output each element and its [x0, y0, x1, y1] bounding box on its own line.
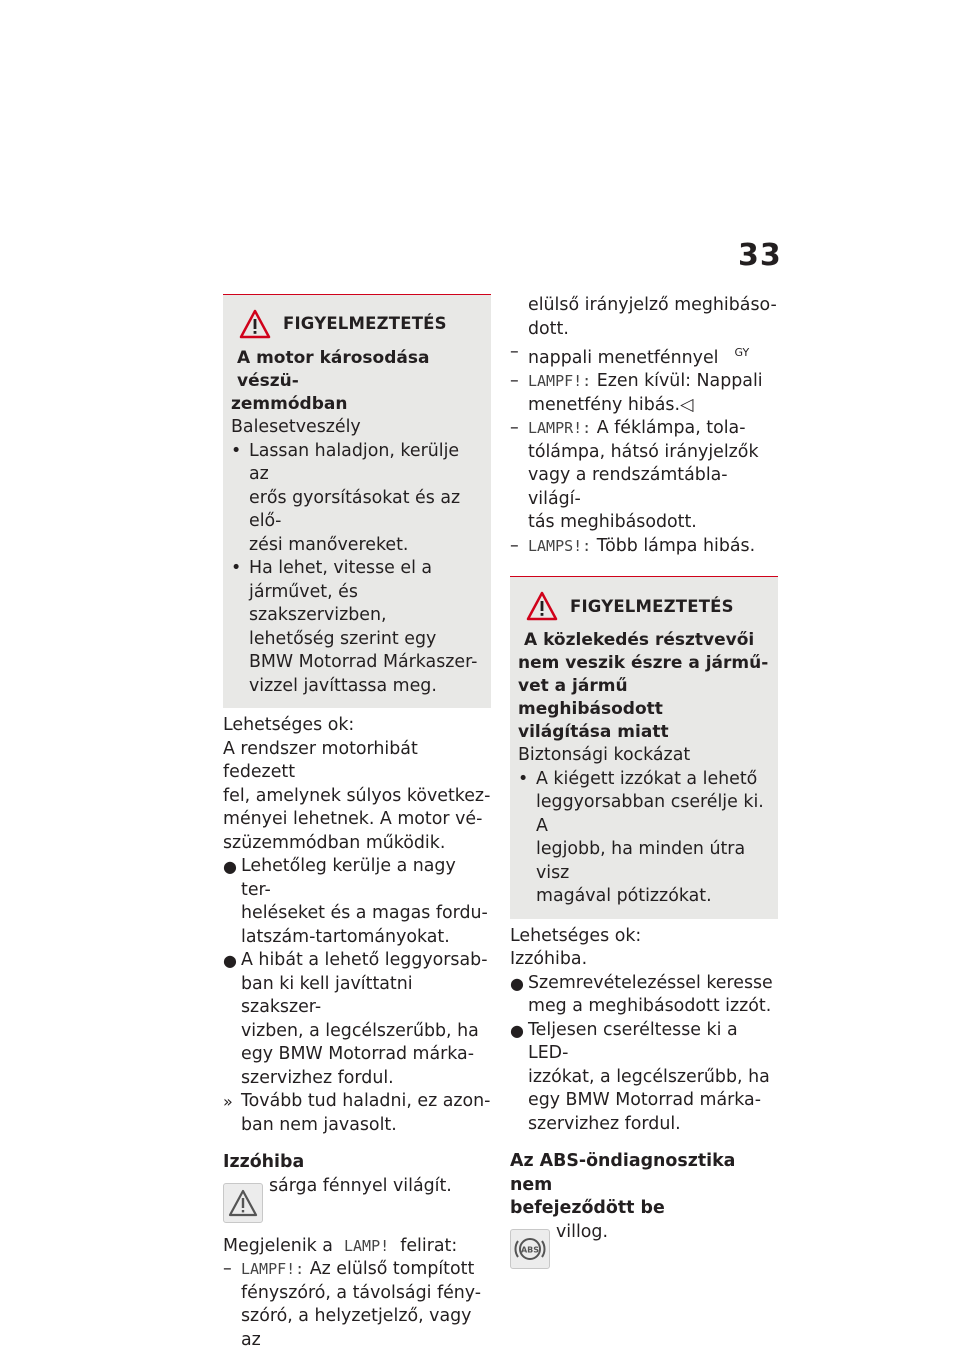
- warning-triangle-icon: [526, 591, 558, 621]
- list-item: • Lassan haladjon, kerülje az erős gyorsításokat és az elő- zési manővereket.: [231, 440, 461, 555]
- list-item: ● Szemrevételezéssel keresse meg a meghibásodott izzót.: [510, 972, 773, 1017]
- action-list: [223, 855, 491, 1137]
- list-item: ● Teljesen cseréltesse ki a LED- izzókat, a legcélszerűbb, ha egy BMW Motorrad márka- szervizhez fordul.: [510, 1019, 770, 1134]
- list-item: ● A hibát a lehető leggyorsab- ban ki kell javíttatni szakszer- vizben, a legcélszerűbb, ha egy BMW Motorrad márka- szervizhez fordul.: [223, 950, 488, 1088]
- appears-line: Megjelenik a LAMP! felirat:: [223, 1235, 458, 1256]
- warning-list: [231, 440, 483, 699]
- warning-subtitle: Balesetveszély: [231, 417, 361, 437]
- abs-indicator-row: [510, 1221, 778, 1269]
- continued-text: elülső irányjelző meghibáso- dott.: [528, 295, 777, 339]
- list-item: – LAMPF!: Ezen kívül: Nappali menetfény hibás.◁: [510, 371, 763, 415]
- warning-heading: A motor károsodása vészü- zemmódban: [231, 348, 430, 414]
- list-item: • Ha lehet, vitesse el a járművet, és szakszervizben, lehetőség szerint egy BMW Motorrad Márkaszer- vizzel javíttassa meg.: [231, 558, 478, 696]
- section-title-bulb: Izzóhiba: [223, 1152, 305, 1172]
- list-item: ● Lehetőleg kerülje a nagy ter- heléseket és a magas fordu- latszám-tartományokat.: [223, 856, 488, 947]
- list-item: – nappali menetfénnyel $^{GY}$: [510, 342, 750, 368]
- lamp-list: [223, 1258, 491, 1352]
- svg-text:ABS: ABS: [520, 1245, 540, 1255]
- page-number: 33: [738, 238, 782, 273]
- cause-text: Izzóhiba.: [510, 949, 588, 970]
- warning-heading: A közlekedés résztvevői nem veszik észre a jármű- vet a jármű meghibásodott világítása miatt: [518, 630, 769, 743]
- list-item: • A kiégett izzókat a lehető leggyorsabban cserélje ki. A legjobb, ha minden útra visz magával pótizzókat.: [518, 768, 764, 907]
- cause-label: Lehetséges ok:: [223, 715, 355, 735]
- lamp-list: [510, 341, 778, 558]
- bulb-indicator-row: [223, 1175, 491, 1223]
- list-item: – LAMPF!: Az elülső tompított fényszóró, a távolsági fény- szóró, a helyzetjelző, vagy az: [223, 1259, 482, 1350]
- abs-icon: [510, 1229, 550, 1269]
- list-item: – LAMPS!: Több lámpa hibás.: [510, 535, 756, 556]
- warning-triangle-icon: [239, 309, 271, 339]
- warning-box-engine: [223, 294, 491, 708]
- cause-label: Lehetséges ok:: [510, 925, 642, 946]
- list-item-continue: » Tovább tud haladni, ez azon- ban nem javasolt.: [223, 1091, 491, 1135]
- section-title-abs: Az ABS-öndiagnosztika nem befejeződött be: [510, 1151, 736, 1219]
- cause-text: A rendszer motorhibát fedezett fel, amelynek súlyos következ- ményei lehetnek. A motor vé- szüzemmódban működik.: [223, 738, 491, 853]
- warning-title: FIGYELMEZTETÉS: [283, 314, 447, 334]
- left-column: [223, 294, 491, 1352]
- list-item: – LAMPR!: A féklámpa, tola- tólámpa, hátsó irányjelzők vagy a rendszámtábla-világí- tás meghibásodott.: [510, 418, 759, 533]
- general-warning-icon: [223, 1183, 263, 1223]
- warning-title: FIGYELMEZTETÉS: [570, 596, 734, 616]
- right-column: [510, 294, 778, 1269]
- abs-status: villog.: [556, 1221, 608, 1242]
- warning-subtitle: Biztonsági kockázat: [518, 745, 691, 766]
- warning-list: [518, 768, 770, 909]
- warning-box-lighting: [510, 576, 778, 919]
- bulb-status: sárga fénnyel világít.: [269, 1175, 452, 1196]
- action-list: [510, 972, 778, 1137]
